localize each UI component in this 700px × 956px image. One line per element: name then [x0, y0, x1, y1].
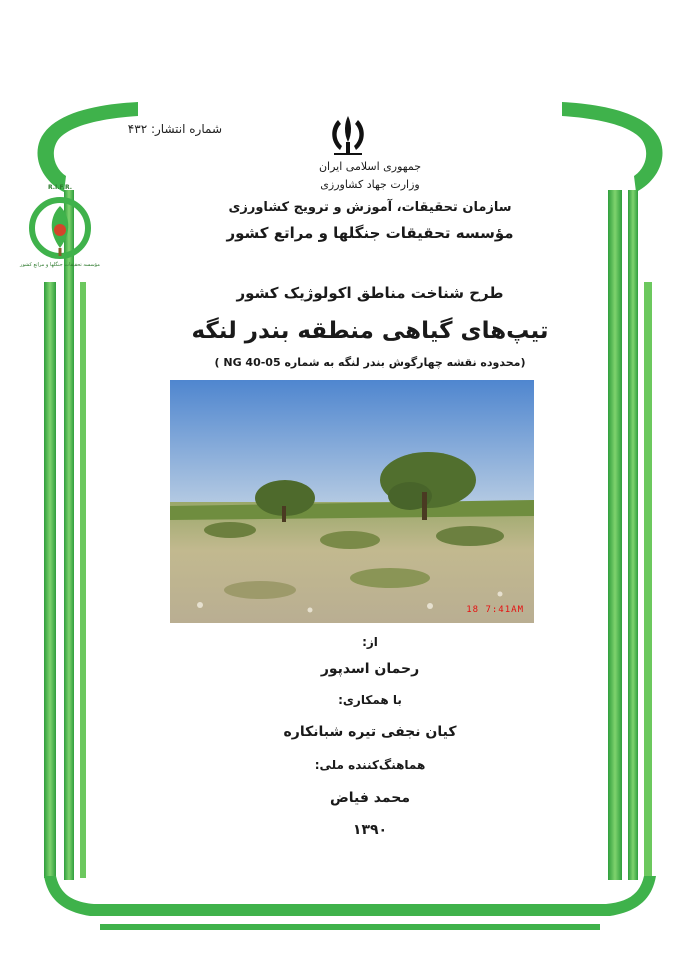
photo-timestamp: 18 7:41AM	[466, 605, 524, 615]
institute-logo	[20, 184, 100, 274]
publication-number: شماره انتشار: ۴۳۲	[127, 122, 222, 136]
author-name: رحمان اسدپور	[320, 661, 420, 677]
publication-year: ۱۳۹۰	[352, 822, 388, 838]
coordinator-label: هماهنگ‌کننده ملی:	[314, 758, 426, 772]
coordinator-name: محمد فیاض	[329, 790, 411, 806]
logo-caption: مؤسسه تحقیقات جنگلها و مراتع کشور	[20, 262, 100, 268]
by-label: از:	[362, 635, 378, 649]
landscape-photo	[170, 380, 534, 623]
collaboration-label: با همکاری:	[338, 693, 402, 707]
iran-emblem-icon	[322, 112, 374, 158]
collaborator-name: کیان نجفی تیره شبانکاره	[283, 724, 457, 740]
organization-name: سازمان تحقیقات، آموزش و ترویج کشاورزی	[228, 200, 512, 215]
ministry-name: وزارت جهاد کشاورزی	[320, 178, 420, 191]
project-name: طرح شناخت مناطق اکولوژیک کشور	[236, 284, 504, 302]
book-title: تیپ‌های گیاهی منطقه بندر لنگه	[191, 318, 549, 344]
logo-abbreviation: R.I.F.R.	[47, 184, 73, 191]
book-subtitle: (محدوده نقشه چهارگوش بندر لنگه به شماره NG 40-05 )	[214, 356, 526, 369]
country-name: جمهوری اسلامی ایران	[318, 160, 422, 173]
institute-name: مؤسسه تحقیقات جنگلها و مراتع کشور	[226, 224, 514, 242]
